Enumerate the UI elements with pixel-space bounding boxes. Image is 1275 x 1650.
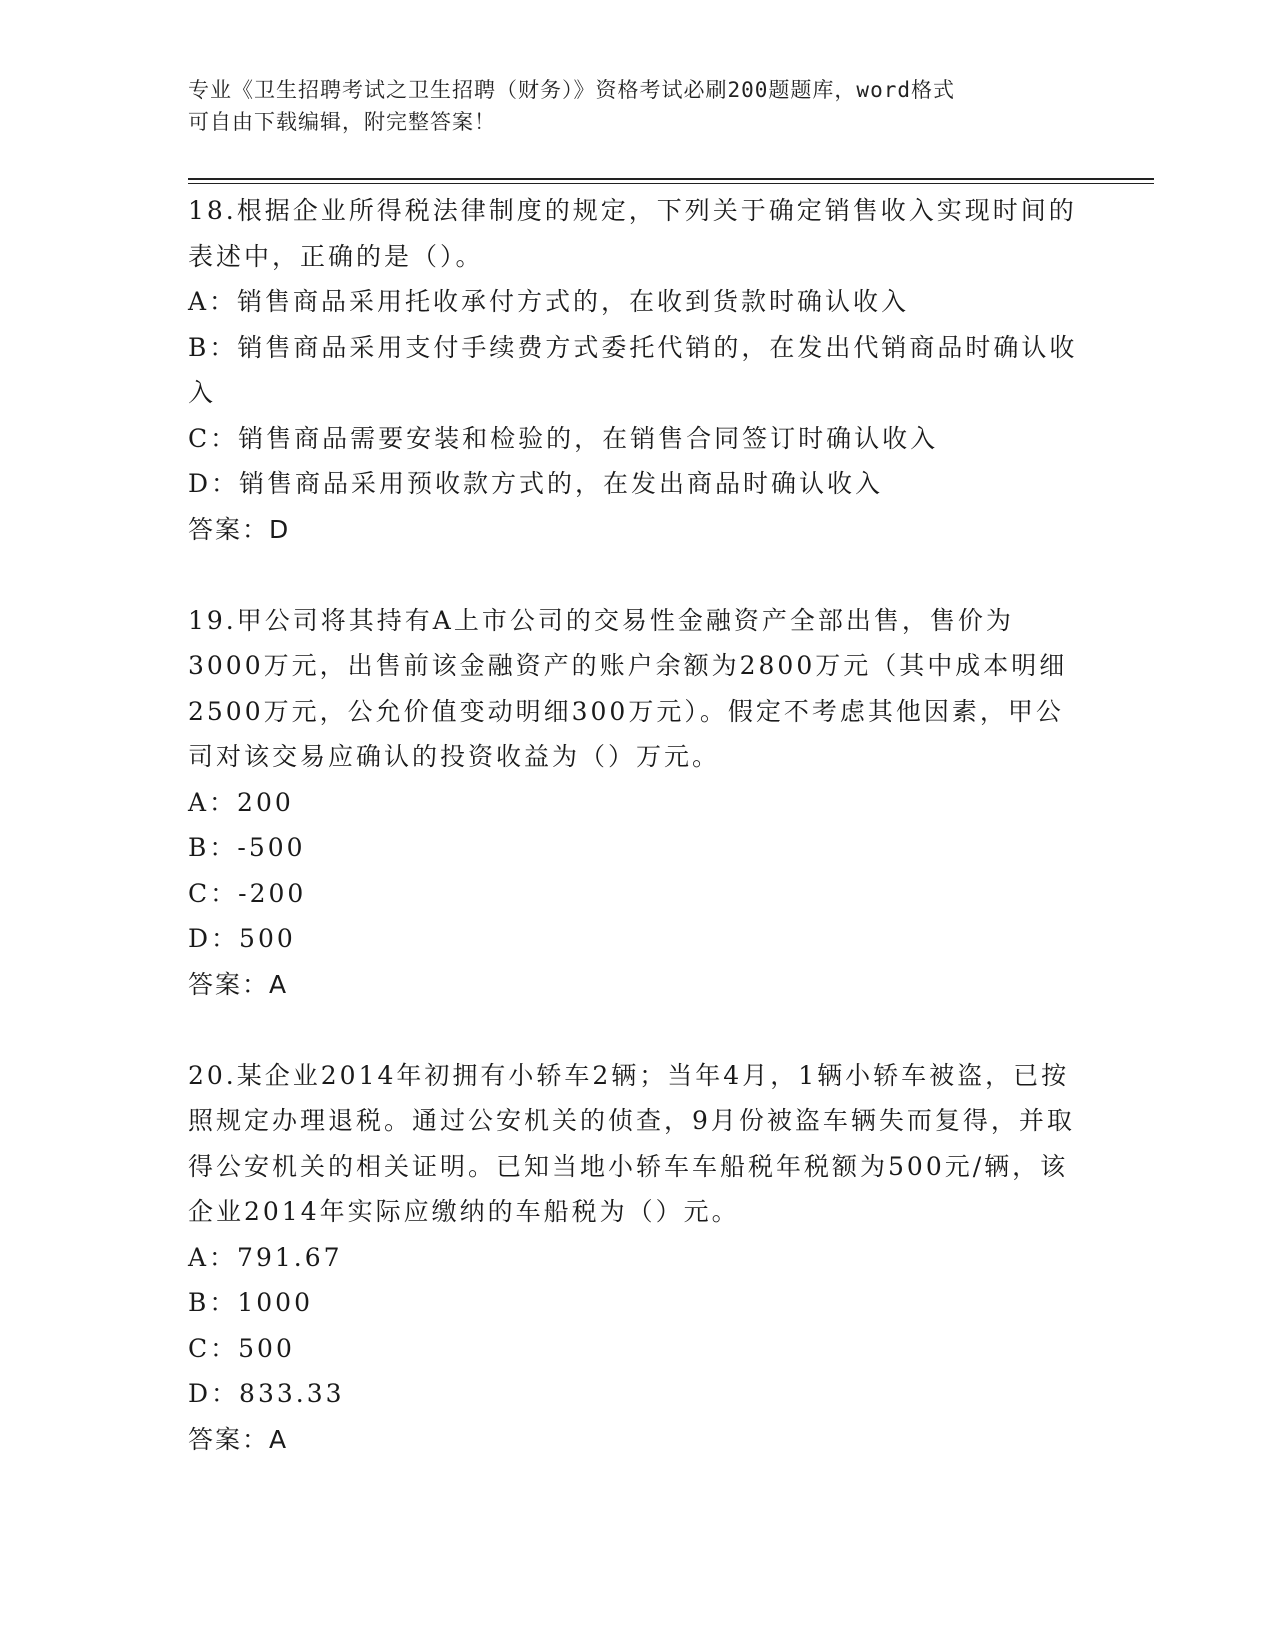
header-divider-thin <box>188 183 1154 184</box>
option-b: B：1000 <box>188 1288 313 1317</box>
option-c: C：销售商品需要安装和检验的，在销售合同签订时确认收入 <box>188 423 939 453</box>
question-stem: 20.某企业2014年初拥有小轿车2辆；当年4月，1辆小轿车被盗，已按照规定办理退税。通过公安机关的侦查，9月份被盗车辆失而复得，并取得公安机关的相关证明。已知当地小轿车车船税年税额为500元/辆，该企业2014年实际应缴纳的车船税为（）元。 <box>188 1060 1075 1226</box>
option-d: D：销售商品采用预收款方式的，在发出商品时确认收入 <box>188 469 884 498</box>
option-b: B：销售商品采用支付手续费方式委托代销的，在发出代销商品时确认收入 <box>188 332 1078 407</box>
option-c: C：500 <box>188 1333 295 1363</box>
option-a: A：销售商品采用托收承付方式的，在收到货款时确认收入 <box>188 287 910 316</box>
question-20 <box>188 1053 1088 1463</box>
header-line-2: 可自由下载编辑，附完整答案！ <box>188 110 496 134</box>
question-19 <box>188 598 1088 1008</box>
document-header <box>188 74 1088 138</box>
question-18 <box>188 188 1088 552</box>
answer-label: 答案：A <box>188 969 289 999</box>
option-b: B：-500 <box>188 833 306 862</box>
header-divider-thick <box>188 178 1154 180</box>
option-a: A：791.67 <box>188 1242 343 1272</box>
option-a: A：200 <box>188 787 294 817</box>
option-d: D：500 <box>188 924 296 953</box>
header-line-1: 专业《卫生招聘考试之卫生招聘（财务）》资格考试必刷200题题库，word格式 <box>188 78 955 102</box>
question-list <box>188 188 1088 1462</box>
option-d: D：833.33 <box>188 1379 345 1408</box>
answer-label: 答案：A <box>188 1424 289 1454</box>
question-stem: 18.根据企业所得税法律制度的规定，下列关于确定销售收入实现时间的表述中，正确的是（）。 <box>188 196 1077 271</box>
question-stem: 19.甲公司将其持有A上市公司的交易性金融资产全部出售，售价为3000万元，出售前该金融资产的账户余额为2800万元（其中成本明细2500万元，公允价值变动明细300万元）。假定不考虑其他因素，甲公司对该交易应确认的投资收益为（）万元。 <box>188 605 1068 771</box>
answer-label: 答案：D <box>188 514 291 544</box>
option-c: C：-200 <box>188 878 307 908</box>
